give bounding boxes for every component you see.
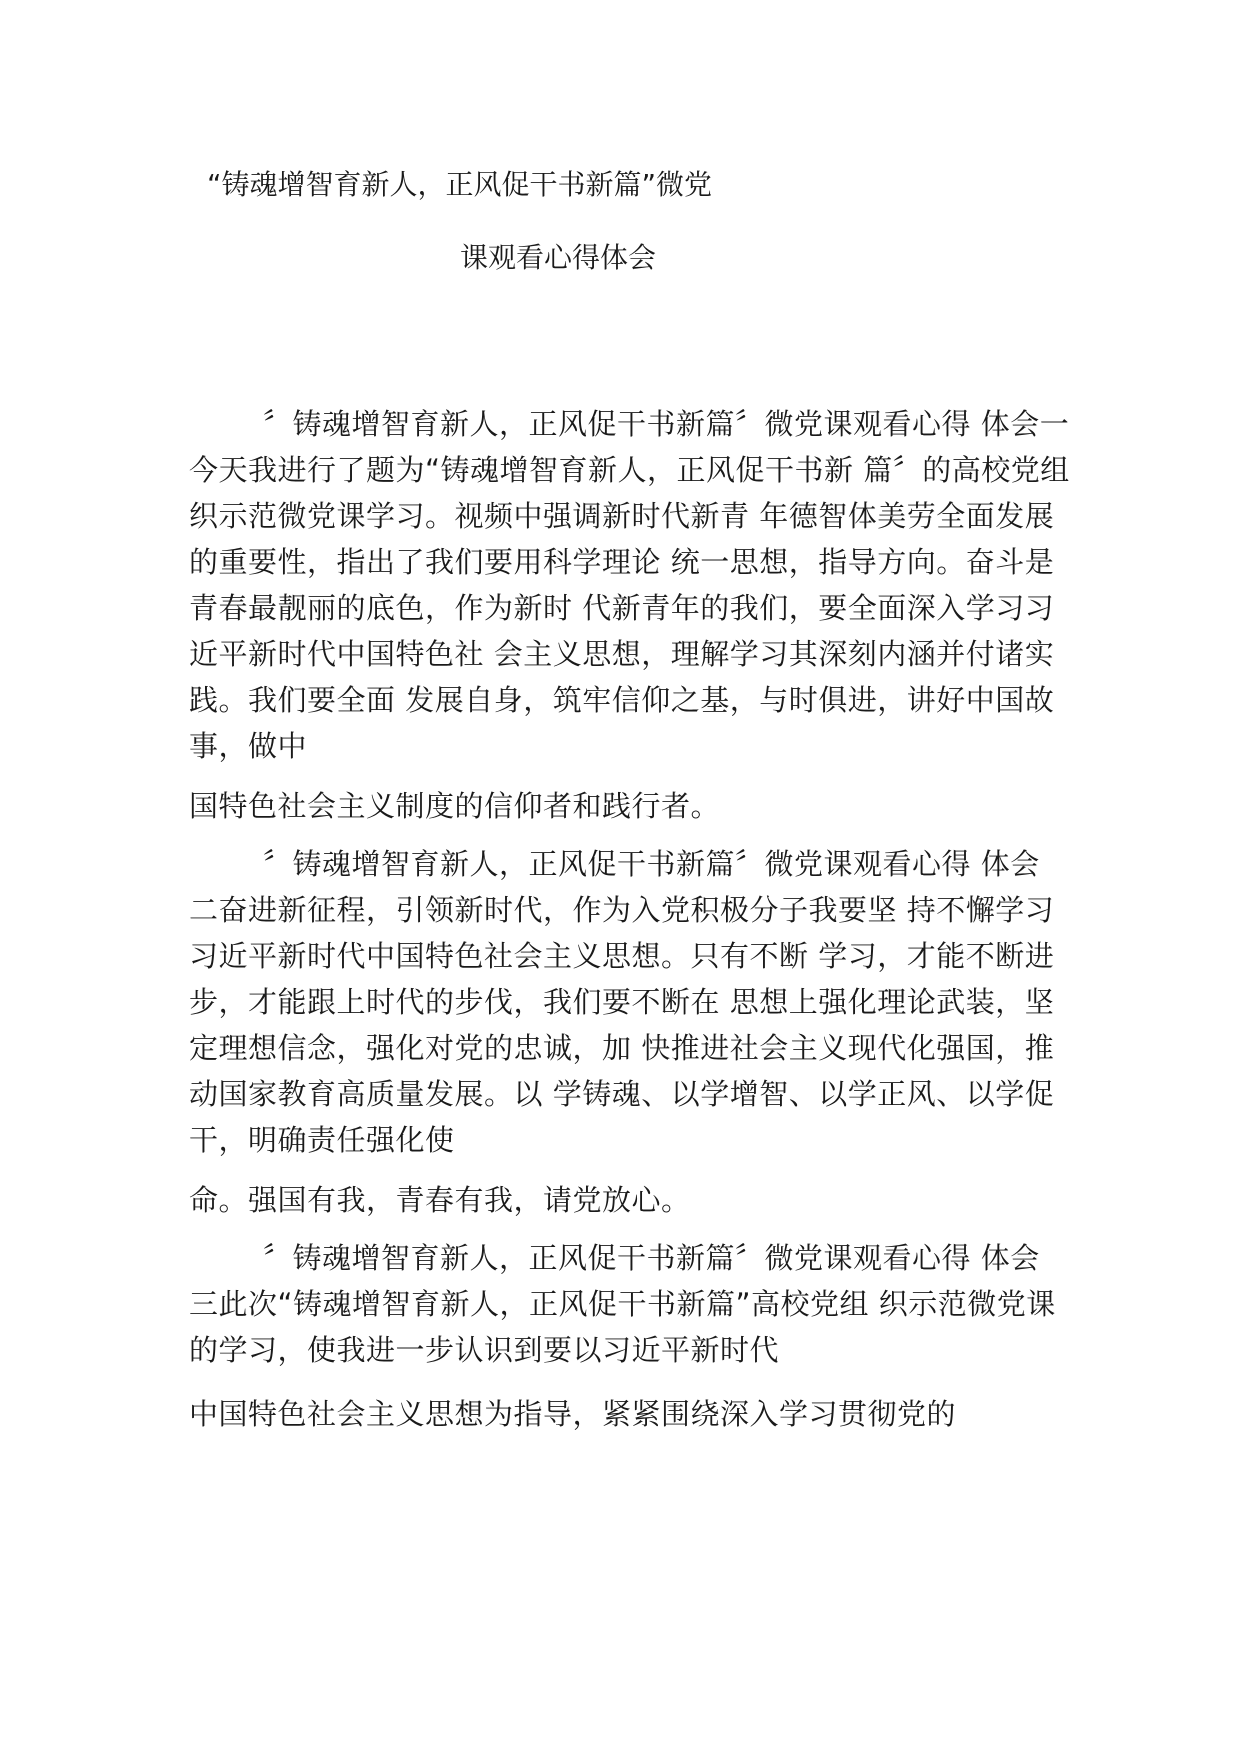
paragraph-3-line-1: 〞铸魂增智育新人，正风促干书新篇〞微党课观看心得 体会 <box>263 1241 1040 1275</box>
paragraph-2-line-1: 〞铸魂增智育新人，正风促干书新篇〞微党课观看心得 体会 <box>263 847 1040 881</box>
paragraph-1-line-5: 青春最靓丽的底色，作为新时 代新青年的我们，要全面深入学习习 <box>189 591 1055 625</box>
paragraph-1-line-7: 践。我们要全面 发展自身，筑牢信仰之基，与时俱进，讲好中国故 <box>189 683 1055 717</box>
paragraph-2-line-5: 定理想信念，强化对党的忠诚，加 快推进社会主义现代化强国，推 <box>189 1031 1055 1065</box>
paragraph-1-line-8: 事，做中 <box>189 729 308 763</box>
paragraph-2-tail: 命。强国有我，青春有我，请党放心。 <box>189 1183 691 1217</box>
paragraph-1-tail: 国特色社会主义制度的信仰者和践行者。 <box>189 789 721 823</box>
paragraph-3-line-2: 三此次“铸魂增智育新人，正风促干书新篇”高校党组 织示范微党课 <box>189 1287 1056 1321</box>
paragraph-3-line-3: 的学习，使我进一步认识到要以习近平新时代 <box>189 1333 780 1367</box>
paragraph-3-tail: 中国特色社会主义思想为指导，紧紧围绕深入学习贯彻党的 <box>189 1397 957 1431</box>
paragraph-1-line-6: 近平新时代中国特色社 会主义思想，理解学习其深刻内涵并付诸实 <box>189 637 1055 671</box>
document-title-line-2: 课观看心得体会 <box>460 241 657 274</box>
paragraph-2-line-7: 干，明确责任强化使 <box>189 1123 455 1157</box>
paragraph-1-line-2: 今天我进行了题为“铸魂增智育新人，正风促干书新 篇〞的高校党组 <box>189 453 1070 487</box>
paragraph-1-line-3: 织示范微党课学习。视频中强调新时代新青 年德智体美劳全面发展 <box>189 499 1055 533</box>
document-title-line-1: “铸魂增智育新人，正风促干书新篇”微党 <box>207 168 713 201</box>
paragraph-2-line-2: 二奋进新征程，引领新时代，作为入党积极分子我要坚 持不懈学习 <box>189 893 1055 927</box>
paragraph-2-line-6: 动国家教育高质量发展。以 学铸魂、以学增智、以学正风、以学促 <box>189 1077 1055 1111</box>
paragraph-2-line-4: 步，才能跟上时代的步伐，我们要不断在 思想上强化理论武装，坚 <box>189 985 1055 1019</box>
paragraph-1-line-4: 的重要性，指出了我们要用科学理论 统一思想，指导方向。奋斗是 <box>189 545 1055 579</box>
paragraph-2-line-3: 习近平新时代中国特色社会主义思想。只有不断 学习，才能不断进 <box>189 939 1055 973</box>
paragraph-1-line-1: 〞铸魂增智育新人，正风促干书新篇〞微党课观看心得 体会一 <box>263 407 1070 441</box>
